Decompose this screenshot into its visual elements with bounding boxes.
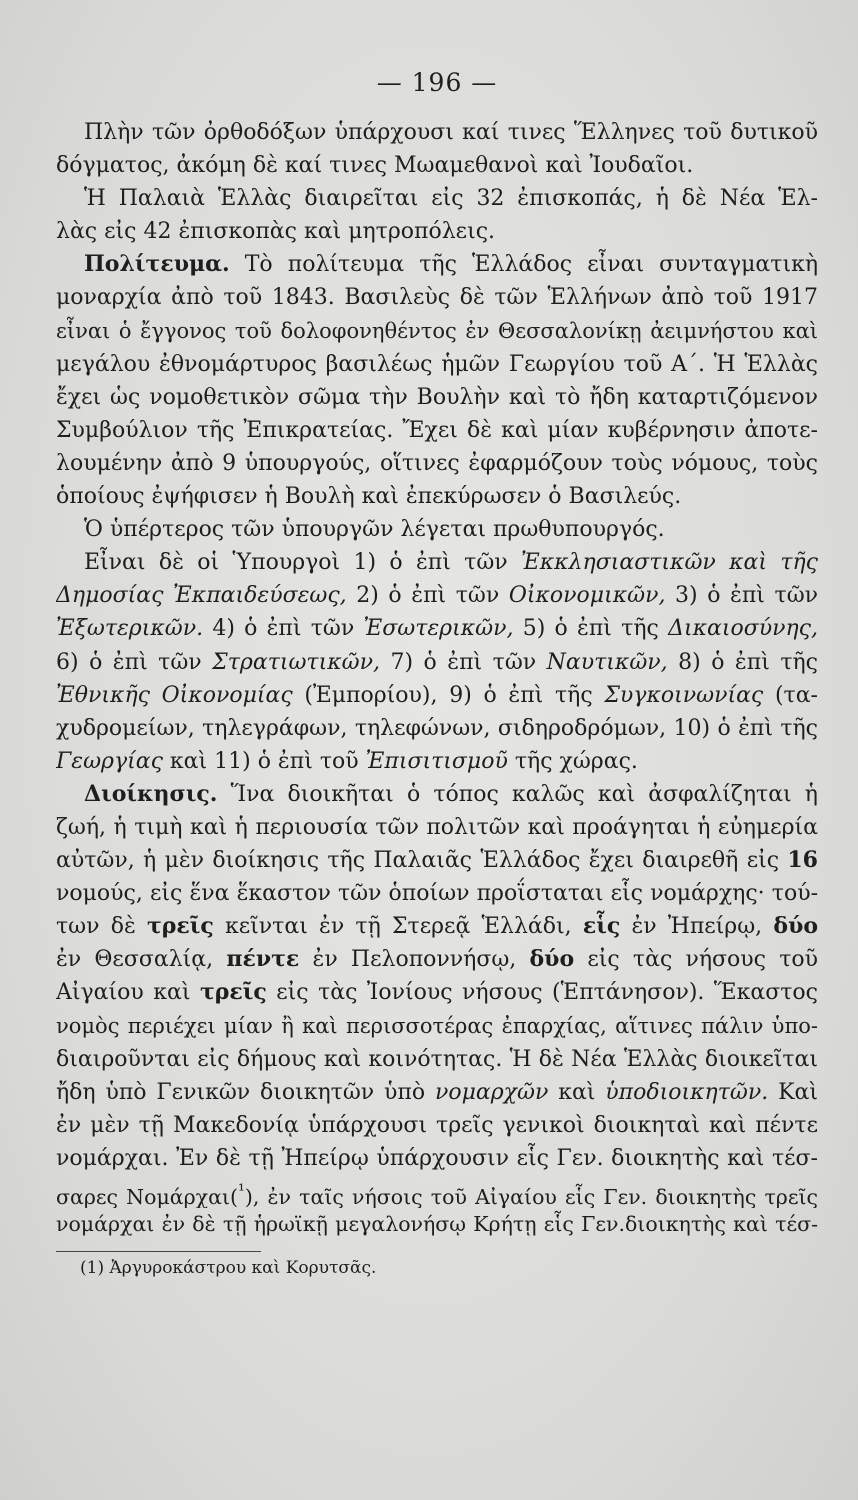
text-segment: νομάρχαι ἐν δὲ τῇ ἡρωϊκῇ μεγαλονήσῳ Κρήτῃ εἷς Γεν.διοικητὴς καὶ τέσ- xyxy=(56,1212,818,1237)
text-segment: 5) ὁ ἐπὶ τῆς xyxy=(513,616,669,642)
text-segment: ἔχει ὡς νομοθετικὸν σῶμα τὴν Βουλὴν καὶ τὸ ἤδη καταρτιζόμενον xyxy=(56,384,818,410)
italic-text: Γεωργίας xyxy=(56,748,163,774)
text-segment: λὰς εἰς 42 ἐπισκοπὰς καὶ μητροπόλεις. xyxy=(56,219,496,245)
text-segment: Ἵνα διοικῆται ὁ τόπος καλῶς καὶ ἀσφαλίζηται ἡ xyxy=(217,781,818,807)
text-segment: Συμβούλιον τῆς Ἐπικρατείας. Ἔχει δὲ καὶ μίαν κυβέρνησιν ἀποτε- xyxy=(56,417,818,443)
text-segment: εἶναι ὁ ἔγγονος τοῦ δολοφονηθέντος ἐν Θεσσαλονίκῃ ἀειμνήστου καὶ xyxy=(56,318,818,343)
text-segment: τῆς χώρας. xyxy=(507,748,638,774)
text-line xyxy=(56,315,818,348)
text-segment: διαιροῦνται εἰς δήμους καὶ κοινότητας. Ἡ δὲ Νέα Ἑλλὰς διοικεῖται xyxy=(56,1046,818,1072)
text-segment: δόγματος, ἀκόμη δὲ καί τινες Μωαμεθανοὶ καὶ Ἰουδαῖοι. xyxy=(56,153,694,179)
text-segment: κεῖνται ἐν τῇ Στερεᾷ Ἑλλάδι, xyxy=(213,914,583,940)
text-segment: σαρες Νομάρχαι( xyxy=(56,1184,238,1209)
text-segment: χυδρομείων, τηλεγράφων, τηλεφώνων, σιδηροδρόμων, 10) ὁ ἐπὶ τῆς xyxy=(56,715,818,741)
text-segment: ὁποίους ἐψήφισεν ἡ Βουλὴ καὶ ἐπεκύρωσεν ὁ Βασιλεύς. xyxy=(56,484,682,510)
text-line xyxy=(56,579,818,612)
text-segment: ἐν Ἠπείρῳ, xyxy=(620,914,774,940)
text-segment: νομάρχαι. Ἐν δὲ τῇ Ἠπείρῳ ὑπάρχουσιν εἷς Γεν. διοικητὴς καὶ τέσ- xyxy=(56,1145,818,1171)
italic-text: Συγκοινωνίας xyxy=(604,682,764,708)
text-segment: 4) ὁ ἐπὶ τῶν xyxy=(203,616,364,642)
text-line xyxy=(56,877,818,910)
text-segment: ἐν Πελοποννήσῳ, xyxy=(299,947,530,973)
text-line xyxy=(56,348,818,381)
text-line xyxy=(56,248,818,281)
footnote-marker: ¹ xyxy=(237,1181,245,1201)
text-line xyxy=(56,745,818,778)
text-segment: Πλὴν τῶν ὀρθοδόξων ὑπάρχουσι καί τινες Ἕλληνες τοῦ δυτικοῦ xyxy=(84,120,818,145)
text-line xyxy=(56,1142,818,1175)
text-segment: Ὁ ὑπέρτερος τῶν ὑπουργῶν λέγεται πρωθυπουργός. xyxy=(84,517,665,543)
body-text xyxy=(56,116,818,1241)
text-segment: αὐτῶν, ἡ μὲν διοίκησις τῆς Παλαιᾶς Ἑλλάδος ἔχει διαιρεθῆ εἰς xyxy=(56,848,788,874)
page-number: — 196 — xyxy=(376,68,498,97)
text-line xyxy=(56,546,818,579)
text-segment: Εἶναι δὲ οἱ Ὑπουργοὶ 1) ὁ ἐπὶ τῶν xyxy=(84,550,521,576)
bold-text: δύο xyxy=(529,946,575,973)
italic-text: Ἐπισιτισμοῦ xyxy=(365,748,508,774)
bold-text: εἷς xyxy=(582,913,621,940)
text-line xyxy=(56,513,818,546)
text-line xyxy=(56,646,818,679)
bold-text: 16 xyxy=(787,847,818,874)
text-line xyxy=(56,447,818,480)
italic-text: Ἐθνικῆς Οἰκονομίας xyxy=(56,682,293,708)
italic-text: Δικαιοσύνης, xyxy=(668,616,818,642)
text-line xyxy=(56,149,818,182)
italic-text: Ἐσωτερικῶν, xyxy=(363,616,514,642)
text-line xyxy=(56,943,818,976)
text-segment: νομὸς περιέχει μίαν ἢ καὶ περισσοτέρας ἐπαρχίας, αἵτινες πάλιν ὑπο- xyxy=(56,1013,818,1038)
text-line xyxy=(56,910,818,943)
text-segment: των δὲ xyxy=(56,914,147,940)
italic-text: Οἰκονομικῶν, xyxy=(508,583,666,609)
text-segment: ἤδη ὑπὸ Γενικῶν διοικητῶν ὑπὸ xyxy=(56,1079,435,1105)
text-segment: καὶ xyxy=(548,1079,606,1105)
text-segment: 3) ὁ ἐπὶ τῶν xyxy=(665,583,818,609)
text-segment: εἰς τὰς Ἰονίους νήσους (Ἑπτάνησον). Ἕκαστος xyxy=(266,980,818,1006)
text-segment: καὶ 11) ὁ ἐπὶ τοῦ xyxy=(162,748,366,774)
text-line xyxy=(56,844,818,877)
text-line xyxy=(56,281,818,314)
text-segment: 2) ὁ ἐπὶ τῶν xyxy=(346,583,509,609)
italic-text: ὑποδιοικητῶν. xyxy=(605,1079,769,1105)
text-line xyxy=(56,1010,818,1043)
italic-text: Ἐκκλησιαστικῶν καὶ τῆς xyxy=(520,550,818,576)
text-line xyxy=(56,1076,818,1109)
text-segment: Καὶ xyxy=(768,1079,818,1105)
text-segment: ζωή, ἡ τιμὴ καὶ ἡ περιουσία τῶν πολιτῶν καὶ προάγηται ἡ εὐημερία xyxy=(56,814,818,840)
italic-text: Ἐξωτερικῶν. xyxy=(56,616,204,642)
text-line xyxy=(56,976,818,1009)
bold-text: Πολίτευμα. xyxy=(84,251,230,278)
italic-text: Ναυτικῶν, xyxy=(546,649,668,675)
text-line xyxy=(56,182,818,215)
text-line xyxy=(56,1175,818,1208)
bold-text: δύο xyxy=(773,913,818,940)
text-segment: 8) ὁ ἐπὶ τῆς xyxy=(667,649,818,675)
text-segment: Αἰγαίου καὶ xyxy=(56,980,200,1006)
text-segment: ), ἐν ταῖς νήσοις τοῦ Αἰγαίου εἷς Γεν. διοικητὴς τρεῖς xyxy=(244,1184,818,1209)
italic-text: Δημοσίας Ἐκπαιδεύσεως, xyxy=(56,583,347,609)
italic-text: νομαρχῶν xyxy=(434,1079,549,1105)
text-segment: (Ἐμπορίου), 9) ὁ ἐπὶ τῆς xyxy=(292,682,605,708)
bold-text: πέντε xyxy=(226,946,300,973)
text-line xyxy=(56,480,818,513)
text-line xyxy=(56,612,818,645)
footnote: (1) Ἀργυροκάστρου καὶ Κορυτσᾶς. xyxy=(80,1258,377,1279)
text-line xyxy=(56,1109,818,1142)
text-segment: 6) ὁ ἐπὶ τῶν xyxy=(56,649,213,675)
text-segment: μεγάλου ἐθνομάρτυρος βασιλέως ἡμῶν Γεωργίου τοῦ Α΄. Ἡ Ἑλλὰς xyxy=(56,351,818,377)
text-segment: εἰς τὰς νήσους τοῦ xyxy=(574,947,818,973)
bold-text: Διοίκησις. xyxy=(84,780,218,807)
text-line xyxy=(56,381,818,414)
text-segment: Ἡ Παλαιὰ Ἑλλὰς διαιρεῖται εἰς 32 ἐπισκοπάς, ἡ δὲ Νέα Ἑλ- xyxy=(84,186,818,212)
italic-text: Στρατιωτικῶν, xyxy=(212,649,380,675)
text-line xyxy=(56,1208,818,1241)
text-segment: μοναρχία ἀπὸ τοῦ 1843. Βασιλεὺς δὲ τῶν Ἑλλήνων ἀπὸ τοῦ 1917 xyxy=(56,285,818,311)
text-segment: νομούς, εἰς ἕνα ἕκαστον τῶν ὁποίων προΐσταται εἷς νομάρχης· τού- xyxy=(56,881,818,907)
text-segment: Τὸ πολίτευμα τῆς Ἑλλάδος εἶναι συνταγματικὴ xyxy=(229,252,818,278)
text-line xyxy=(56,1043,818,1076)
text-segment: λουμένην ἀπὸ 9 ὑπουργούς, οἵτινες ἐφαρμόζουν τοὺς νόμους, τοὺς xyxy=(56,450,818,476)
text-segment: (τα- xyxy=(763,682,818,708)
text-line xyxy=(56,811,818,844)
footnote-rule xyxy=(56,1251,261,1252)
text-segment: ἐν μὲν τῇ Μακεδονίᾳ ὑπάρχουσι τρεῖς γενικοὶ διοικηταὶ καὶ πέντε xyxy=(56,1112,818,1138)
text-line xyxy=(56,116,818,149)
text-line xyxy=(56,778,818,811)
text-segment: 7) ὁ ἐπὶ τῶν xyxy=(379,649,547,675)
text-line xyxy=(56,215,818,248)
text-line xyxy=(56,712,818,745)
bold-text: τρεῖς xyxy=(146,913,214,940)
text-line xyxy=(56,414,818,447)
text-line xyxy=(56,679,818,712)
text-segment: ἐν Θεσσαλίᾳ, xyxy=(56,947,227,973)
bold-text: τρεῖς xyxy=(199,979,267,1006)
